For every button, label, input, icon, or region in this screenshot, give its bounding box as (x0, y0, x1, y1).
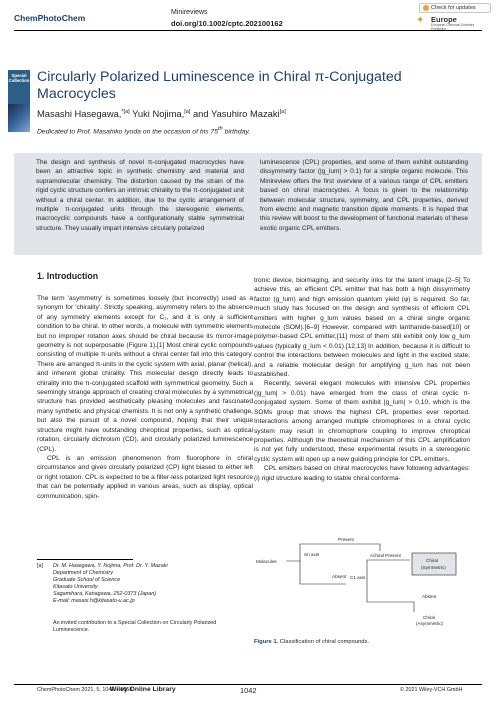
publisher-subtitle: European Chemical Societies Publishing (431, 23, 475, 31)
c1-axis-label: C1 axis (350, 575, 366, 580)
author-affiliation-mark: [a] (279, 108, 286, 115)
body-paragraph: Recently, several elegant molecules with intensive CPL properties (|g_lum| > 0.01) have emerged from the class of chiral cyclic π-conjugated system. Some of them exhibit |g_lum| > 0.10, which is the SOMs group that shows the highest CPL properties ever reported. Interactions among arranged multiple chromophores in a chiral cyclic system may result in chromophore coupling to improve chiroptical properties. Although the theoretical mechanism of this CPL amplification is not yet fully understood, these experimental results in a stereogenic cyclic system will open up a new guiding principle for CPL emitters. (254, 380, 470, 463)
classification-diagram (254, 534, 482, 638)
copyright: © 2021 Wiley-VCH GmbH (400, 687, 463, 693)
abstract-column-1: The design and synthesis of novel π-conjugated macrocycles have been an attractive topic in synthetic chemistry and material and supramolecular chemistry. The distortion caused by the strain of the rigid cyclic structure confers an intrinsic chirality to the π-conjugated unit without a chiral center. In addition, due to the cyclic arrangement of multiple π-conjugated units through the stereogenic elements, macrocyclic compounds have a configurationally stable symmetrical structure. They usually impart intensive circularly polarized (36, 159, 244, 232)
section-heading: 1. Introduction (37, 271, 99, 281)
body-column-right (254, 276, 470, 483)
affiliation-university: Kitasato University (53, 584, 98, 591)
body-paragraph: The term 'asymmetry' is sometimes loosely (but incorrectly) used as a synonym for 'chirality'. Strictly speaking, asymmetry refers to the absence of any symmetry elements except for C₁, and it is only a sufficient condition to be chiral. In other words, a molecule with symmetric elements but no improper rotation axes should be chiral because its mirror-image geometry is not superposable (Figure 1).[1] Most chiral cyclic compounds consisting of multiple π-units without a chiral center fall into this category. There are arranged π-units in the cyclic system with axial, planar (helical), and inherent global chirality. This molecular design directly leads to chirality into the π-conjugated scaffold with symmetrical geometry. Such a seemingly strange approach of creating chiral molecules by a symmetrical structure has provided aesthetically pleasing molecules and fascinated many synthetic and physical chemists. It is not only a synthetic challenge, but also the pursuit of a novel compound, hoping that their unique structure might have outstanding chiroptical properties, such as optical rotation, circularly dichroism (CD), and circularly polarized luminescence (CPL). (37, 295, 253, 453)
chiral-symmetric-box (412, 553, 456, 575)
affiliation-label: [a] (37, 563, 43, 569)
body-paragraph: CPL is an emission phenomenon from fluorophore in chiral circumstance and gives circularly polarized (CP) light biased to either left or right rotation. CPL is expected to be a filter-less polarized light resource that can be potentially applied in various areas, such as display, optical communication, spin- (37, 454, 253, 500)
sn-axis-label: Sn axis (304, 552, 320, 557)
affiliation-rule (37, 559, 133, 560)
affiliation-address: Sagamihara, Kanagawa, 252-0373 (Japan) (53, 591, 157, 598)
check-updates-icon (423, 5, 429, 11)
achiral-label: Achiral (370, 553, 385, 558)
journal-name: ChemPhotoChem (14, 13, 86, 23)
dedication: Dedicated to Prof. Masahiko Iyoda on the occasion of his 75th birthday. (37, 126, 251, 136)
check-for-updates-button[interactable] (419, 3, 491, 13)
chemistry-europe-star-icon: ✦ (416, 15, 425, 26)
special-collection-image (8, 104, 30, 132)
author-affiliation-mark: *[a] (121, 108, 130, 115)
article-type: Minireviews (171, 9, 208, 16)
footer-citation: ChemPhotoChem 2021, 5, 1042 – 1058 (37, 687, 133, 693)
arrow-to-asymmetric (367, 584, 414, 612)
article-title: Circularly Polarized Luminescence in Chiral π-Conjugated Macrocycles (37, 69, 402, 102)
author-name[interactable]: and Yasuhiro Mazaki (190, 108, 280, 119)
molecules-label: Molecules (256, 559, 277, 564)
abstract-column-2: luminescence (CPL) properties, and some of them exhibit outstanding dissymmetry factor (|g_lum| > 0.1) for a simple organic molecule. This Minireview offers the first overview of a various range of CPL emitters based on chiral macrocycles. A focus is given to the relationship between molecular structure, symmetry, and CPL properties, derived from electric and magnetic transition dipole moments. It is hoped that this review will boost to the development of functional materials of these exotic organic CPL emitters. (260, 159, 468, 232)
chiral-symmetric-sub: (Symmetric) (421, 565, 446, 570)
arrow-to-achiral (286, 544, 380, 561)
chiral-symmetric-label: Chiral (426, 558, 438, 563)
figure-1 (254, 534, 482, 638)
affiliation-authors: Dr. M. Hasegawa, Y. Nojima, Prof. Dr. Y. Mazaki (53, 563, 168, 569)
doi-link[interactable]: doi.org/10.1002/cptc.202100162 (171, 19, 283, 28)
author-name[interactable]: Yuki Nojima, (129, 108, 185, 119)
body-column-left (37, 271, 253, 501)
absent-label: Absent (332, 574, 347, 579)
abstract-box (14, 153, 482, 255)
publisher-logo (416, 14, 486, 32)
publisher-name: Europe (431, 15, 457, 24)
check-updates-label: Check for updates (431, 5, 476, 11)
chiral-asymmetric-label: Chiral (423, 615, 435, 620)
affiliation-department: Department of Chemistry (53, 570, 113, 577)
arrow-to-c1 (300, 561, 346, 584)
present-label: Present (338, 537, 354, 542)
author-name[interactable]: Masashi Hasegawa, (37, 108, 122, 119)
present-label: Present (385, 553, 401, 558)
absent-label: Absent (422, 594, 437, 599)
author-list (37, 108, 286, 119)
body-paragraph: CPL emitters based on chiral macrocycles have following advantages: (i) rigid structure leading to stable chiral conforma- (254, 465, 470, 482)
affiliation-email[interactable]: E-mail: masasi.h@kitasato-u.ac.jp (53, 598, 135, 605)
body-paragraph: tronic device, bioimaging, and security inks for the latent image.[2–5] To achieve this, an efficient CPL emitter that has both a high dissymmetry factor (g_lum) and high emission quantum yield (φ) is required. So far, much study has focused on the design and synthesis of efficient CPL emitters with higher g_lum values based on a chiral single organic molecule (SOM).[6–9] However, compared with lanthanide-based[10] or polymer-based CPL emitter,[11] most of them still exhibit only low g_lum values (typically g_lum < 0.01).[12,13] In addition, because it is difficult to control the interactions between molecules and light in the excited state, and a reliable molecular design for amplifying g_lum has not been established. (254, 277, 470, 379)
page-number: 1042 (240, 686, 257, 695)
wiley-online-library-link[interactable]: Wiley Online Library (110, 686, 176, 693)
arrow-to-symmetric (367, 560, 410, 584)
chiral-asymmetric-sub: (Asymmetric) (416, 621, 444, 626)
footer-rule (14, 684, 482, 685)
collection-note: An invited contribution to a Special Collection on Circularly Polarized Luminescence. (53, 620, 217, 634)
affiliation-school: Graduate School of Science (53, 577, 121, 584)
figure-caption: Figure 1. Classification of chiral compounds. (254, 639, 370, 645)
special-collection-badge: Special Collection (8, 70, 30, 104)
author-affiliation-mark: [a] (184, 108, 191, 115)
header-rule (14, 30, 482, 31)
